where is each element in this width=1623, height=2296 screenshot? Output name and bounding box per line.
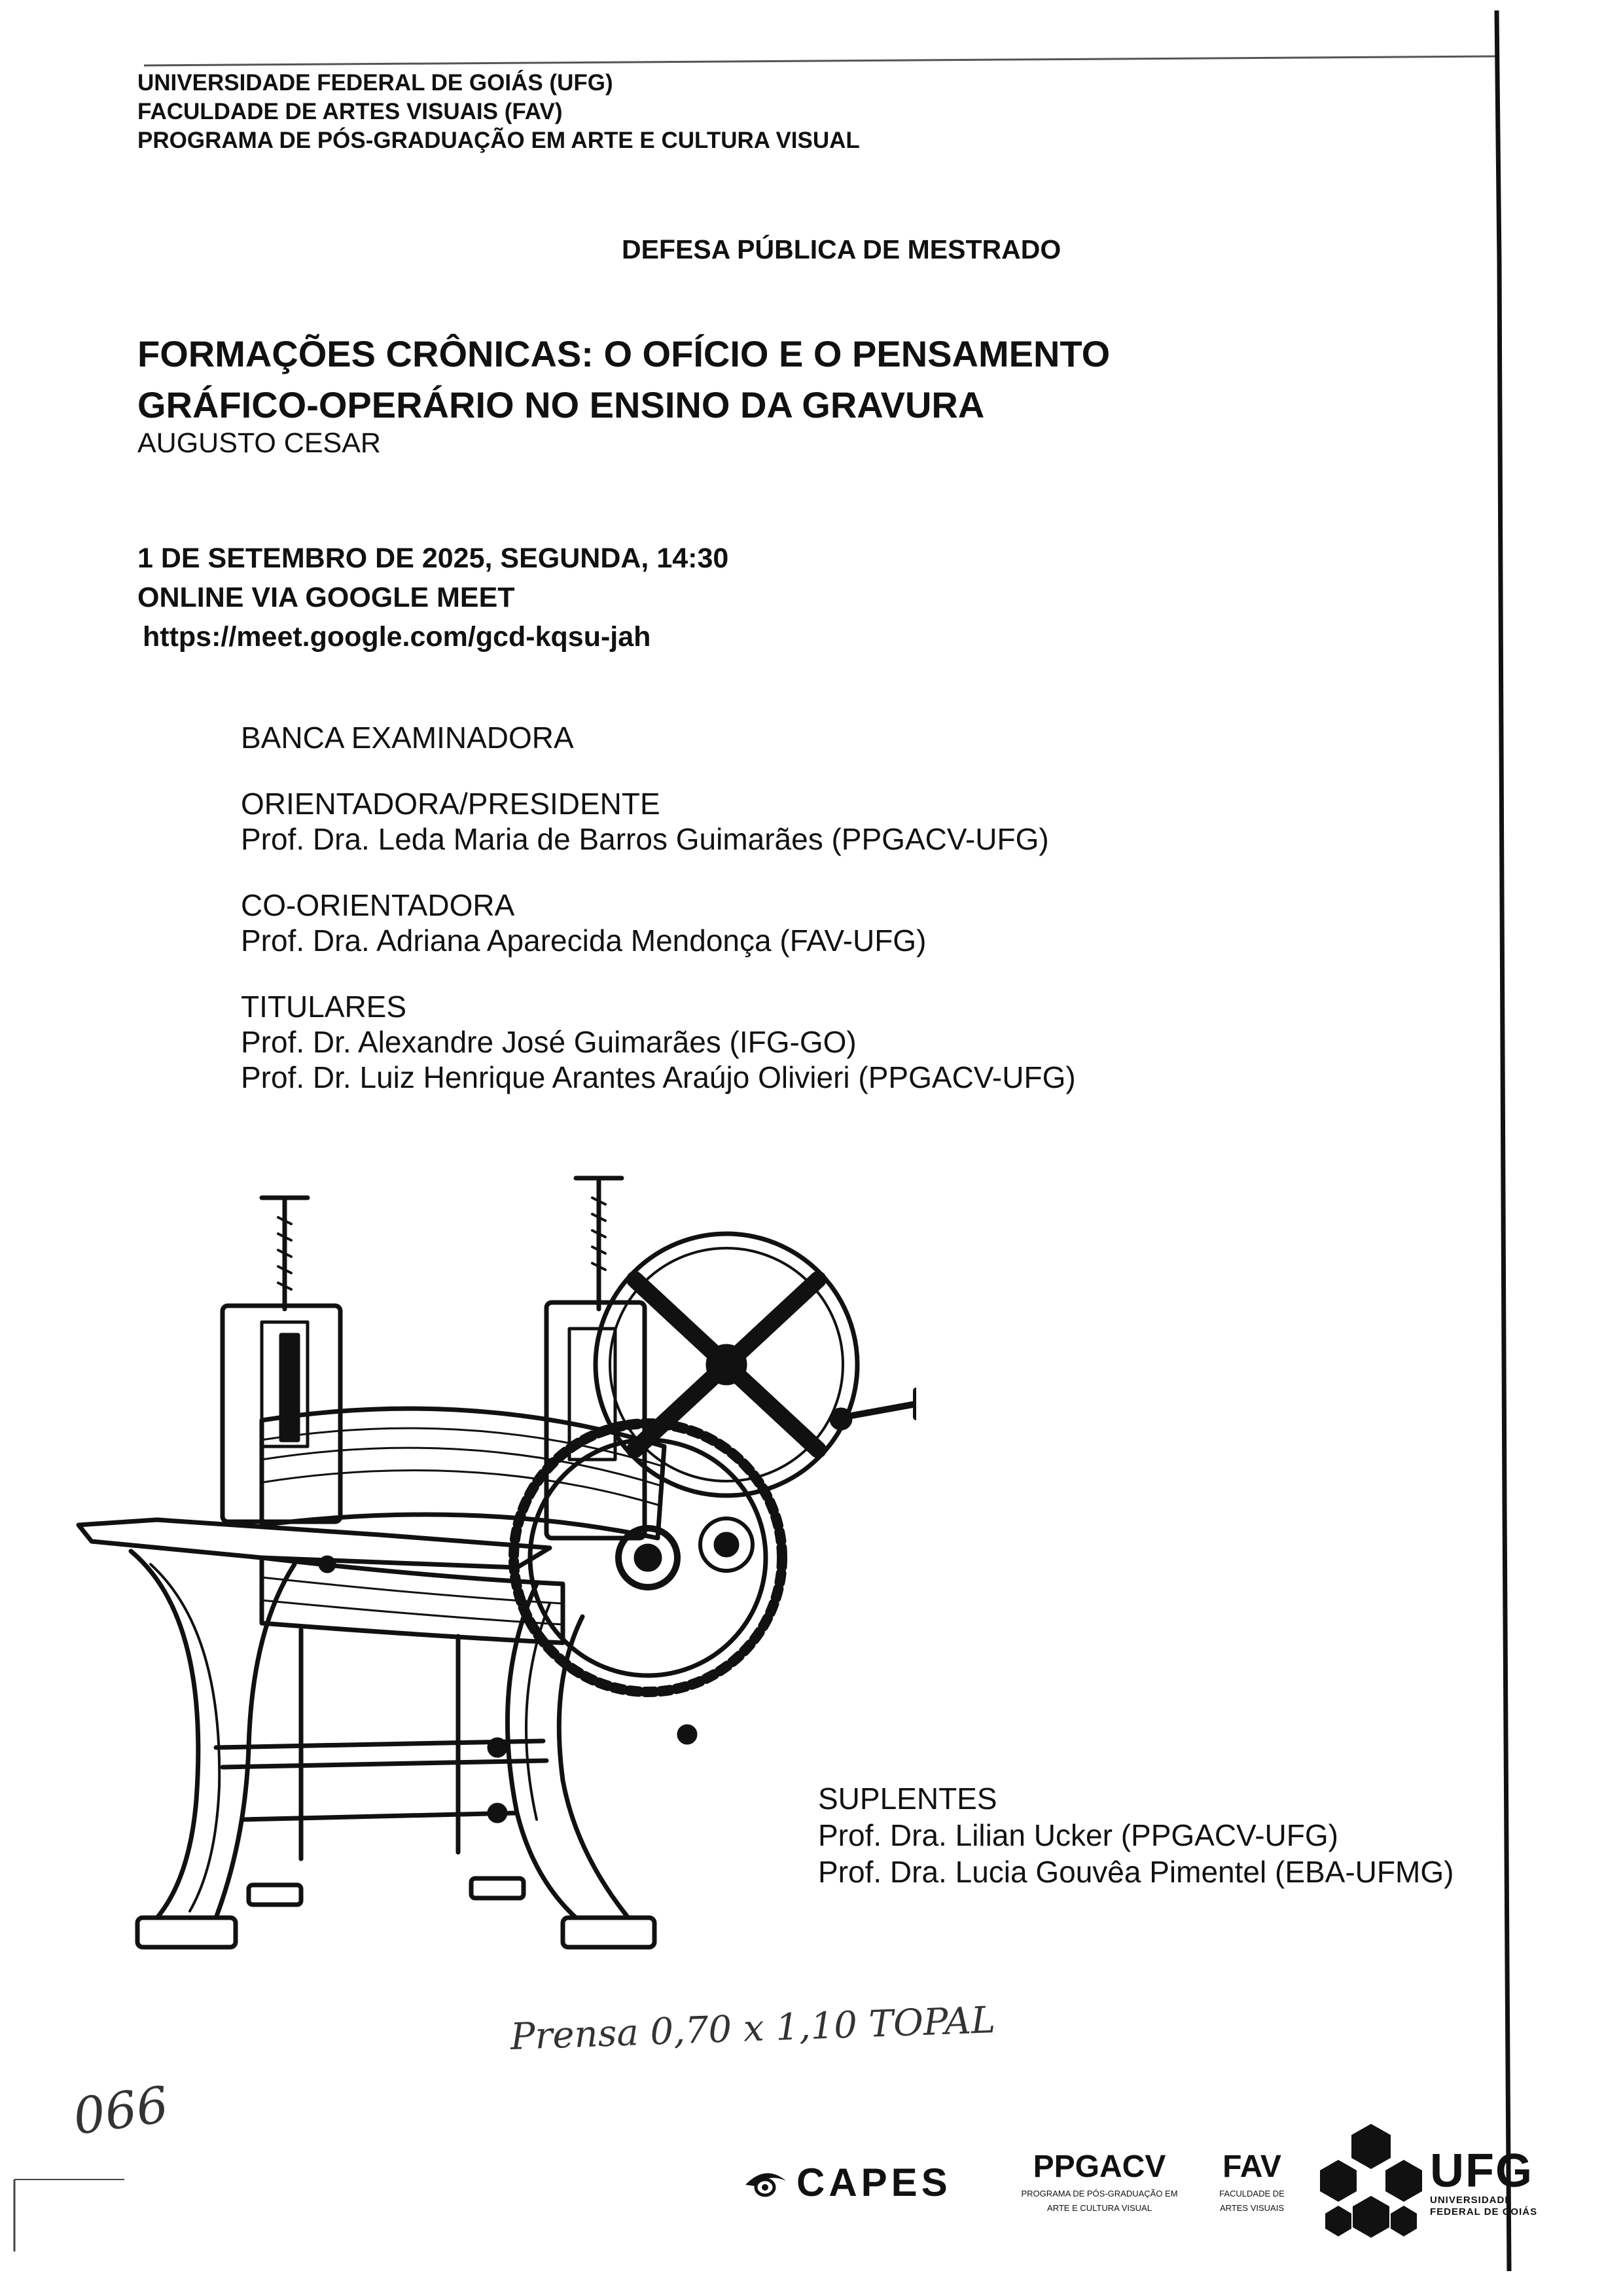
ppgacv-subtitle-1: PROGRAMA DE PÓS-GRADUAÇÃO EM	[1021, 2189, 1178, 2198]
thesis-author: AUGUSTO CESAR	[137, 427, 381, 459]
handwritten-number: 066	[69, 2075, 172, 2146]
orientadora-name: Prof. Dra. Leda Maria de Barros Guimarães (PPGACV-UFG)	[241, 822, 1049, 856]
institution-header	[137, 69, 860, 155]
capes-wordmark: CAPES	[796, 2161, 952, 2204]
suplentes-label: SUPLENTES	[818, 1782, 997, 1816]
ufg-wordmark: UFG	[1430, 2145, 1533, 2197]
printing-press-illustration	[65, 1158, 916, 1983]
fav-subtitle-1: FACULDADE DE	[1219, 2189, 1285, 2198]
thesis-title-line1: FORMAÇÕES CRÔNICAS: O OFÍCIO E O PENSAMENTO	[137, 333, 1111, 374]
fav-wordmark: FAV	[1222, 2149, 1281, 2184]
capes-logo	[743, 2160, 952, 2205]
program-name: PROGRAMA DE PÓS-GRADUAÇÃO EM ARTE E CULTURA VISUAL	[137, 128, 860, 153]
ppgacv-logo	[1005, 2149, 1194, 2214]
ufg-subtitle-1: UNIVERSIDADE	[1430, 2195, 1512, 2206]
ufg-subtitle-2: FEDERAL DE GOIÁS	[1430, 2206, 1538, 2217]
date-time: 1 DE SETEMBRO DE 2025, SEGUNDA, 14:30	[137, 543, 729, 574]
orientadora-label: ORIENTADORA/PRESIDENTE	[241, 787, 660, 821]
examining-board	[241, 720, 1076, 1095]
meeting-mode: ONLINE VIA GOOGLE MEET	[137, 582, 515, 613]
substitute-members	[818, 1780, 1454, 1890]
event-type: DEFESA PÚBLICA DE MESTRADO	[622, 234, 1061, 264]
capes-eye-icon	[743, 2166, 789, 2199]
ufg-text	[1430, 2147, 1537, 2218]
schedule-info	[137, 539, 728, 656]
ppgacv-subtitle-2: ARTE E CULTURA VISUAL	[1047, 2203, 1152, 2213]
suplente-member: Prof. Dra. Lucia Gouvêa Pimentel (EBA-UFMG)	[818, 1855, 1454, 1889]
titular-member: Prof. Dr. Luiz Henrique Arantes Araújo Olivieri (PPGACV-UFG)	[241, 1060, 1076, 1094]
thesis-title	[137, 329, 1110, 431]
titular-member: Prof. Dr. Alexandre José Guimarães (IFG-GO)	[241, 1025, 857, 1059]
meeting-link[interactable]: https://meet.google.com/gcd-kqsu-jah	[143, 621, 651, 653]
fav-logo	[1213, 2149, 1291, 2214]
ppgacv-wordmark: PPGACV	[1033, 2149, 1166, 2184]
ufg-logo	[1319, 2124, 1537, 2242]
coorientadora-label: CO-ORIENTADORA	[241, 888, 515, 922]
banca-heading: BANCA EXAMINADORA	[241, 721, 574, 755]
suplente-member: Prof. Dra. Lilian Ucker (PPGACV-UFG)	[818, 1818, 1338, 1852]
university-name: UNIVERSIDADE FEDERAL DE GOIÁS (UFG)	[137, 70, 613, 96]
ufg-hexagon-icon	[1319, 2124, 1423, 2242]
fav-subtitle-2: ARTES VISUAIS	[1219, 2203, 1284, 2213]
handwritten-note: Prensa 0,70 x 1,10 TOPAL	[509, 1999, 997, 2058]
thesis-title-line2: GRÁFICO-OPERÁRIO NO ENSINO DA GRAVURA	[137, 384, 985, 425]
titulares-label: TITULARES	[241, 990, 407, 1024]
faculty-name: FACULDADE DE ARTES VISUAIS (FAV)	[137, 99, 563, 124]
coorientadora-name: Prof. Dra. Adriana Aparecida Mendonça (FAV-UFG)	[241, 924, 927, 958]
